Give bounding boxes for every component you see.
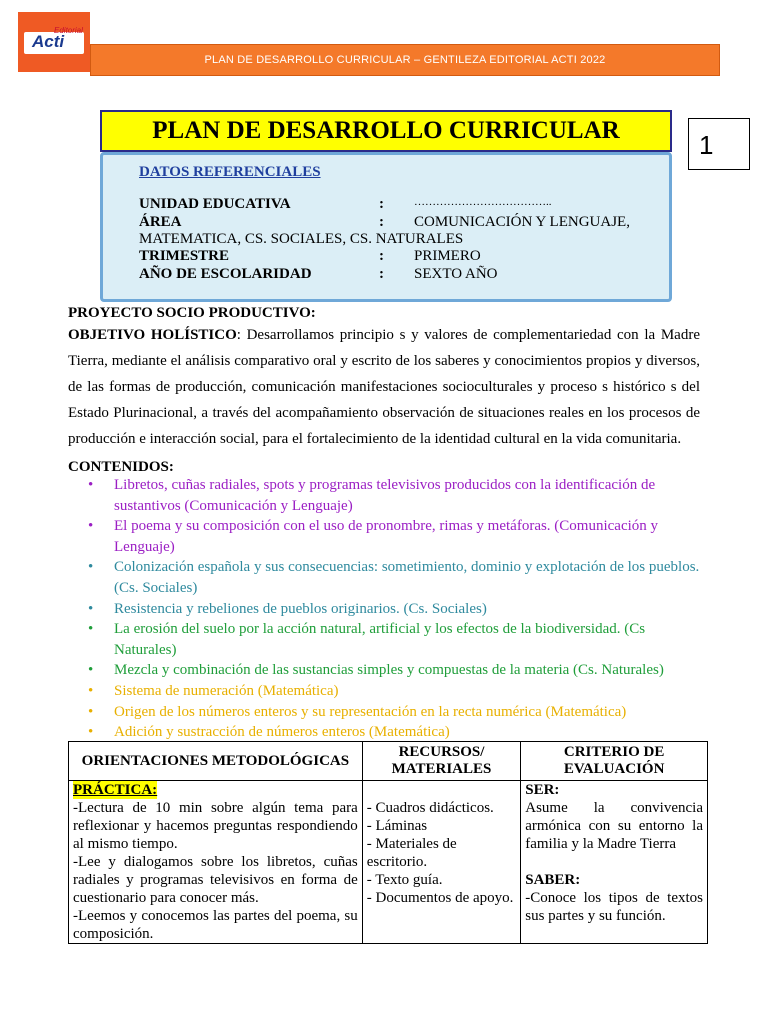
datos-colon: : xyxy=(379,196,384,212)
bullet-icon: • xyxy=(88,662,94,679)
list-item xyxy=(68,702,708,723)
datos-area-continuation: MATEMATICA, CS. SOCIALES, CS. NATURALES xyxy=(139,231,464,247)
header-criterio: CRITERIO DE EVALUACIÓN xyxy=(521,742,708,781)
header-bar: PLAN DE DESARROLLO CURRICULAR – GENTILEZA EDITORIAL ACTI 2022 xyxy=(90,44,720,76)
criterio-cell xyxy=(521,781,708,944)
list-item-text: Origen de los números enteros y su representación en la recta numérica (Matemática) xyxy=(114,703,627,720)
datos-value: PRIMERO xyxy=(414,248,481,264)
datos-label: ÁREA xyxy=(139,214,182,230)
logo-small-text: Editorial xyxy=(54,26,83,35)
header-orientaciones: ORIENTACIONES METODOLÓGICAS xyxy=(69,742,363,781)
bullet-icon: • xyxy=(88,682,94,699)
ser-label: SER: xyxy=(525,782,560,798)
objetivo-label: OBJETIVO HOLÍSTICO xyxy=(68,327,237,343)
contenidos-list xyxy=(68,475,708,743)
logo-panel xyxy=(24,26,84,54)
planning-table xyxy=(68,741,708,944)
objetivo-text: : Desarrollamos principio s y valores de complementariedad con la Madre Tierra, mediante el análisis comparativo oral y escrito de los saberes y conocimientos propios y diversos, de las formas de producción, comunicación manifestaciones socioculturales y proceso s histórico s del Estado Plurinacional, a través del acompañamiento observación de situaciones reales en los procesos de producción e interacción social, para el fortalecimiento de la identidad cultural en la vida comunitaria. xyxy=(68,327,700,447)
saber-label: SABER: xyxy=(525,872,581,888)
bullet-icon: • xyxy=(88,621,94,638)
bullet-icon: • xyxy=(88,477,94,493)
datos-value: COMUNICACIÓN Y LENGUAJE, xyxy=(414,214,630,230)
datos-label: UNIDAD EDUCATIVA xyxy=(139,196,291,212)
datos-referenciales-box xyxy=(100,152,672,302)
bullet-icon: • xyxy=(88,518,94,535)
table-header-row xyxy=(69,742,708,781)
bullet-icon: • xyxy=(88,600,94,617)
list-item-text: Adición y sustracción de números enteros (Matemática) xyxy=(114,724,450,741)
list-item xyxy=(68,557,708,598)
orientaciones-cell xyxy=(69,781,363,944)
ser-text: Asume la convivencia armónica con su entorno la familia y la Madre Tierra xyxy=(525,800,703,852)
objetivo-paragraph xyxy=(68,322,700,452)
list-item xyxy=(68,516,708,557)
datos-value: ……………………………….. xyxy=(414,196,552,208)
list-item xyxy=(68,660,708,681)
datos-colon: : xyxy=(379,248,384,264)
list-item xyxy=(68,599,708,620)
saber-text: -Conoce los tipos de textos sus partes y su función. xyxy=(525,890,703,924)
recurso-item: - Láminas xyxy=(366,818,428,834)
list-item-text: Mezcla y combinación de las sustancias simples y compuestas de la materia (Cs. Naturales) xyxy=(114,662,664,679)
list-item-text: Colonización española y sus consecuencias: sometimiento, dominio y explotación de los pueblos. (Cs. Sociales) xyxy=(114,559,700,596)
datos-colon: : xyxy=(379,266,384,282)
recurso-item: - Cuadros didácticos. xyxy=(366,800,494,816)
recursos-cell xyxy=(362,781,520,944)
list-item-text: El poema y su composición con el uso de pronombre, rimas y metáforas. (Comunicación y Lenguaje) xyxy=(114,518,659,555)
publisher-logo xyxy=(18,12,90,72)
recurso-item: - Texto guía. xyxy=(366,872,443,888)
page-title: PLAN DE DESARROLLO CURRICULAR xyxy=(100,110,672,152)
list-item xyxy=(68,619,708,660)
list-item-text: La erosión del suelo por la acción natural, artificial y los efectos de la biodiversidad. (Cs Naturales) xyxy=(114,621,646,658)
spacer xyxy=(525,853,703,871)
datos-label: AÑO DE ESCOLARIDAD xyxy=(139,266,312,282)
list-item-text: Sistema de numeración (Matemática) xyxy=(114,682,339,699)
practica-label: PRÁCTICA: xyxy=(73,782,158,798)
orientacion-item: -Lee y dialogamos sobre los libretos, cuñas radiales y programas televisivos en forma de cuestionario para conocer más. xyxy=(73,854,358,906)
orientacion-item: -Lectura de 10 min sobre algún tema para reflexionar y hacemos preguntas respondiendo al mismo tiempo. xyxy=(73,800,358,852)
contenidos-heading: CONTENIDOS: xyxy=(68,459,174,475)
datos-colon: : xyxy=(379,214,384,230)
table-row xyxy=(69,781,708,944)
datos-value: SEXTO AÑO xyxy=(414,266,498,282)
recurso-item: - Materiales de escritorio. xyxy=(366,836,457,870)
datos-label: TRIMESTRE xyxy=(139,248,230,264)
list-item xyxy=(68,722,708,743)
list-item-text: Libretos, cuñas radiales, spots y programas televisivos producidos con la identificación de sustantivos (Comunicación y Lenguaje) xyxy=(114,477,656,514)
bullet-icon: • xyxy=(88,703,94,720)
list-item xyxy=(68,681,708,702)
header-recursos: RECURSOS/ MATERIALES xyxy=(362,742,520,781)
list-item xyxy=(68,475,708,516)
recurso-item: - Documentos de apoyo. xyxy=(366,890,514,906)
bullet-icon: • xyxy=(88,724,94,741)
proyecto-heading: PROYECTO SOCIO PRODUCTIVO: xyxy=(68,305,316,321)
bullet-icon: • xyxy=(88,559,94,576)
logo-text: Acti xyxy=(32,32,65,51)
list-item-text: Resistencia y rebeliones de pueblos originarios. (Cs. Sociales) xyxy=(114,600,487,617)
datos-heading: DATOS REFERENCIALES xyxy=(139,164,321,180)
page-number: 1 xyxy=(688,118,750,170)
orientacion-item: -Leemos y conocemos las partes del poema, su composición. xyxy=(73,908,358,942)
